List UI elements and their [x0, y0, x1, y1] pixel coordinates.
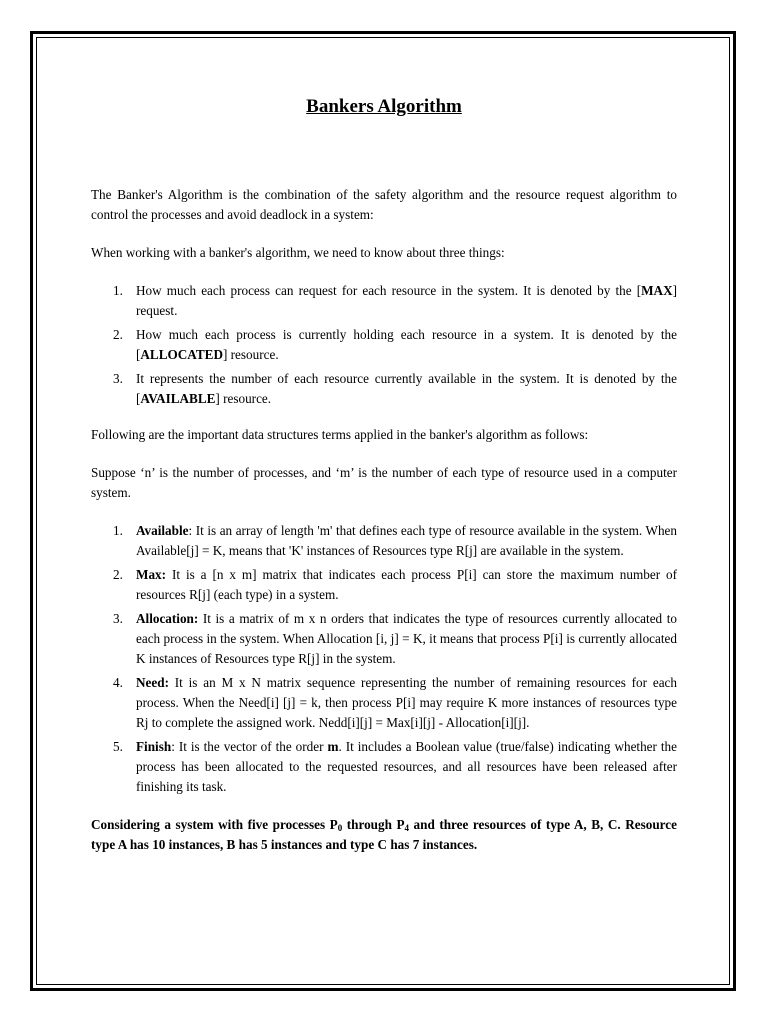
three-things-intro: When working with a banker's algorithm, we need to know about three things:: [91, 245, 505, 260]
document-page: [91, 92, 677, 855]
term-available: Available: [136, 523, 189, 538]
document-title: Bankers Algorithm: [306, 96, 462, 117]
term-finish: Finish: [136, 739, 172, 754]
three-things-list: [91, 281, 677, 409]
data-structures-intro: Following are the important data structures terms applied in the banker's algorithm as follows:: [91, 427, 589, 442]
terms-list: [91, 521, 677, 797]
suppose-paragraph: Suppose ‘n’ is the number of processes, and ‘m’ is the number of each type of resource used in a computer system.: [91, 465, 677, 500]
list-item: 1. How much each process can request for each resource in the system. It is denoted by the [MAX] request.: [113, 283, 677, 318]
term-need: Need:: [136, 675, 169, 690]
list-item: 3. It represents the number of each resource currently available in the system. It is denoted by the [AVAILABLE] resource.: [113, 371, 677, 406]
list-item: 5. Finish: It is the vector of the order m. It includes a Boolean value (true/false) indicating whether the process has been allocated to the requested resources, and all resources have been released after finishing its task.: [113, 739, 678, 794]
list-item: 1. Available: It is an array of length 'm' that defines each type of resource available in the system. When Available[j] = K, means that 'K' instances of Resources type R[j] are available in the system.: [113, 523, 677, 558]
list-item: 2. Max: It is a [n x m] matrix that indicates each process P[i] can store the maximum number of resources R[j] (each type) in a system.: [113, 567, 677, 602]
list-item: 3. Allocation: It is a matrix of m x n orders that indicates the type of resources currently allocated to each process in the system. When Allocation [i, j] = K, it means that process P[i] is currently allocated K instances of Resources type R[j] in the system.: [113, 611, 677, 666]
list-item: 2. How much each process is currently holding each resource in a system. It is denoted by the [ALLOCATED] resource.: [113, 327, 677, 362]
list-item: 4. Need: It is an M x N matrix sequence representing the number of remaining resources for each process. When the Need[i] [j] = k, then process P[i] may require K more instances of resources type Rj to complete the assigned work. Nedd[i][j] = Max[i][j] - Allocation[i][j].: [113, 675, 677, 730]
intro-paragraph: The Banker's Algorithm is the combination of the safety algorithm and the resource request algorithm to control the processes and avoid deadlock in a system:: [91, 187, 677, 222]
term-max: Max:: [136, 567, 167, 582]
term-allocation: Allocation:: [136, 611, 199, 626]
closing-statement: Considering a system with five processes $P_0$ through $P_4$ and three resources of type A, B, C. Resource type A has 10 instances, B has 5 instances and type C has 7 instances.: [91, 817, 677, 852]
